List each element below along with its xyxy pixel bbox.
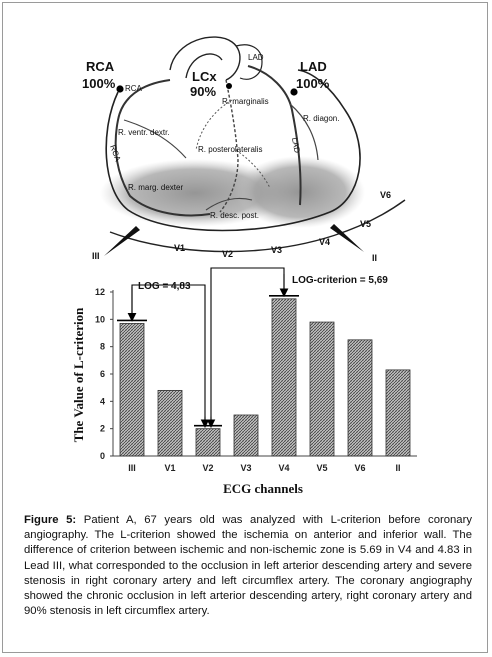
y-tick-label: 10 xyxy=(94,314,105,325)
lad-label: LAD xyxy=(300,59,327,74)
lead-iii-label: III xyxy=(92,251,100,261)
y-tick-label: 0 xyxy=(99,451,105,461)
bar-v2 xyxy=(196,429,220,456)
vessel-label-rca-side: RCA xyxy=(108,143,123,163)
x-tick-label: V3 xyxy=(240,463,252,473)
x-tick-label: V2 xyxy=(202,463,214,473)
x-tick-label: III xyxy=(128,463,136,473)
bar-v6 xyxy=(348,340,372,456)
x-tick-label: V4 xyxy=(278,463,290,473)
caption-label: Figure 5: xyxy=(24,514,77,526)
caption-text: Patient A, 67 years old was analyzed with L-criterion before coronary angiography. The L-criterion showed the ischemia on anterior and inferior wall. The difference of criterion between ischemic and non-ischemic zone is 5.69 in V4 and 4.83 in Lead III, what corresponded to the occlusion in left arterior descending artery and severe stenosis in right coronary artery and left circumflex artery. The coronary angiography showed the chronic occlusion in left arterior descending artery, right coronary artery and 90% stenosis in left circumflex artery. xyxy=(24,514,473,618)
bar-v1 xyxy=(158,390,182,456)
lead-v2-label: V2 xyxy=(222,249,234,259)
vessel-label-r-marginalis: R. marginalis xyxy=(222,97,269,106)
lead-v3-label: V3 xyxy=(271,245,283,255)
lad-percent: 100% xyxy=(296,76,330,91)
lead-v1-label: V1 xyxy=(174,243,186,253)
x-tick-label: V5 xyxy=(316,463,328,473)
y-tick-label: 4 xyxy=(99,396,105,407)
vessel-label-r-diagon: R. diagon. xyxy=(303,114,340,123)
bar-v3 xyxy=(234,415,258,456)
lead-v4-label: V4 xyxy=(319,237,331,247)
y-tick-labels xyxy=(95,287,113,461)
x-tick-labels xyxy=(128,463,400,473)
vessel-label-lad-side: LAD xyxy=(290,136,302,154)
vessel-label-r-ventr-dextr: R. ventr. dextr. xyxy=(118,128,170,137)
rca-label: RCA xyxy=(86,59,115,74)
y-tick-label: 6 xyxy=(99,369,105,379)
lead-v5-label: V5 xyxy=(360,219,372,229)
vessel-label-r-desc-post: R. desc. post. xyxy=(210,211,259,220)
x-tick-label: V6 xyxy=(354,463,366,473)
bar-iii xyxy=(120,323,144,456)
x-tick-label: V1 xyxy=(164,463,176,473)
vessel-label-lad-top: LAD xyxy=(248,53,264,62)
vessel-label-rca-small: RCA xyxy=(125,84,142,93)
x-axis-title: ECG channels xyxy=(223,481,303,496)
y-tick-label: 2 xyxy=(99,423,105,434)
y-tick-label: 12 xyxy=(94,287,105,297)
lead-v6-label: V6 xyxy=(380,190,392,200)
log-left-label: LOG = 4,83 xyxy=(138,281,191,292)
lcx-percent: 90% xyxy=(190,84,217,99)
lcx-label: LCx xyxy=(192,69,217,84)
log-right-label: LOG-criterion = 5,69 xyxy=(292,275,388,286)
figure-caption xyxy=(24,513,472,619)
chart-bars xyxy=(120,299,410,456)
bar-v4 xyxy=(272,299,296,456)
y-tick-label: 8 xyxy=(99,341,105,352)
bar-ii xyxy=(386,370,410,456)
vessel-label-r-marg-dexter: R. marg. dexter xyxy=(128,183,184,192)
y-axis-title: The Value of L-criterion xyxy=(71,307,86,443)
lead-ii-label: II xyxy=(372,253,378,263)
x-tick-label: II xyxy=(395,463,401,473)
vessel-label-r-posterolateralis: R. posterolateralis xyxy=(198,145,263,154)
rca-percent: 100% xyxy=(82,76,116,91)
bar-v5 xyxy=(310,322,334,456)
